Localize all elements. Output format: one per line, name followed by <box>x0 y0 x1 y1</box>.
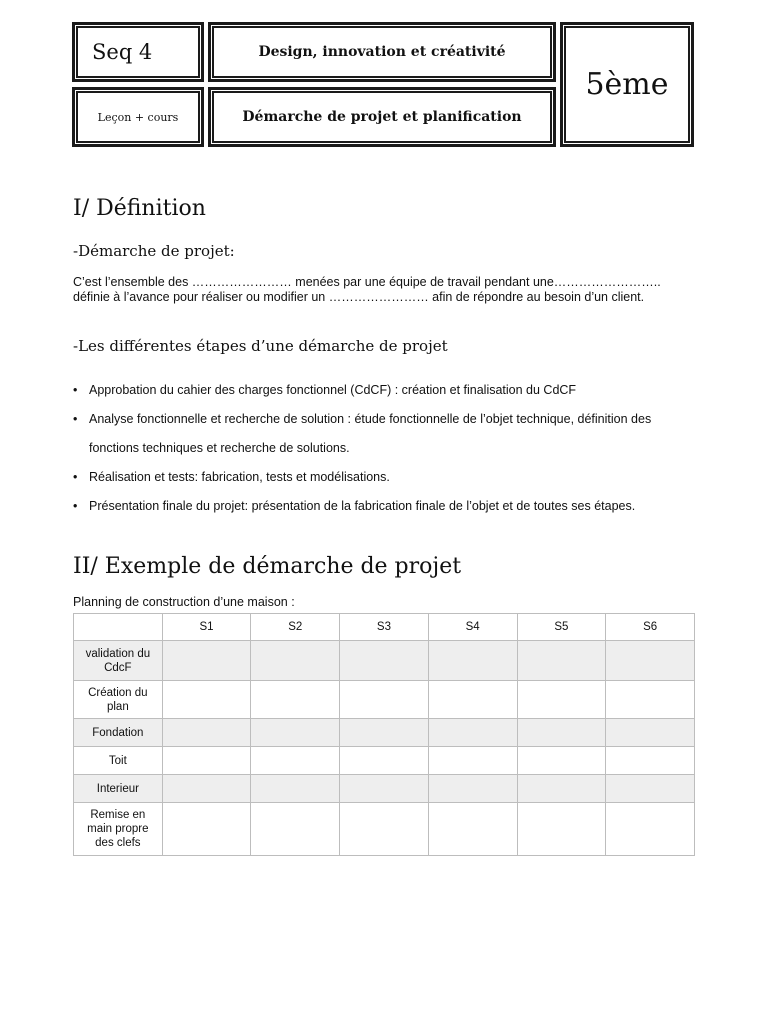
table-cell <box>251 719 340 747</box>
table-row <box>74 719 695 747</box>
table-cell <box>517 747 606 775</box>
table-cell <box>428 747 517 775</box>
table-cell <box>162 641 251 681</box>
table-cell <box>606 641 695 681</box>
table-row <box>74 803 695 856</box>
table-cell <box>428 681 517 719</box>
row-label: Création du plan <box>74 681 163 719</box>
row-label: Interieur <box>74 775 163 803</box>
type-box <box>72 87 204 147</box>
table-cell <box>162 803 251 856</box>
definition-paragraph: C’est l’ensemble des …………………… menées par une équipe de travail pendant une…………………….. définie à l’avance pour réaliser ou modifier un …………………… afin de répondre au besoin d’un client. <box>73 275 661 304</box>
theme-box <box>208 22 556 82</box>
row-label: Remise en main propre des clefs <box>74 803 163 856</box>
sequence-label: Seq 4 <box>92 40 153 64</box>
table-cell <box>606 719 695 747</box>
table-cell <box>517 803 606 856</box>
table-row <box>74 681 695 719</box>
table-cell <box>162 719 251 747</box>
table-caption: Planning de construction d’une maison : <box>73 595 295 609</box>
table-cell <box>428 775 517 803</box>
table-header-row <box>74 614 695 641</box>
row-label: Toit <box>74 747 163 775</box>
theme-label: Design, innovation et créativité <box>258 44 506 60</box>
steps-list <box>73 376 698 521</box>
table-cell <box>340 747 429 775</box>
table-cell <box>162 747 251 775</box>
table-cell <box>517 681 606 719</box>
table-cell <box>340 681 429 719</box>
table-cell <box>251 641 340 681</box>
table-header-cell: S1 <box>162 614 251 641</box>
table-cell <box>340 641 429 681</box>
list-item: • Réalisation et tests: fabrication, tests et modélisations. <box>73 463 698 492</box>
table-row <box>74 641 695 681</box>
level-label: 5ème <box>585 67 669 102</box>
table-row <box>74 747 695 775</box>
table-cell <box>251 747 340 775</box>
steps-title: -Les différentes étapes d’une démarche de projet <box>73 337 448 355</box>
table-cell <box>606 775 695 803</box>
table-cell <box>606 681 695 719</box>
section1-title: I/ Définition <box>73 196 206 221</box>
table-header-cell: S4 <box>428 614 517 641</box>
list-item: • Approbation du cahier des charges fonctionnel (CdCF) : création et finalisation du CdCF <box>73 376 698 405</box>
row-label: validation du CdcF <box>74 641 163 681</box>
table-cell <box>251 681 340 719</box>
planning-table <box>73 613 695 856</box>
table-cell <box>606 803 695 856</box>
table-cell <box>162 681 251 719</box>
row-label: Fondation <box>74 719 163 747</box>
table-header-cell: S5 <box>517 614 606 641</box>
table-header-cell: S6 <box>606 614 695 641</box>
table-header-cell: S2 <box>251 614 340 641</box>
table-cell <box>340 803 429 856</box>
list-item: • Analyse fonctionnelle et recherche de solution : étude fonctionnelle de l’objet technique, définition des fonctions techniques et recherche de solutions. <box>73 405 698 463</box>
table-cell <box>340 719 429 747</box>
sequence-box <box>72 22 204 82</box>
table-cell <box>428 641 517 681</box>
type-label: Leçon + cours <box>97 110 179 124</box>
table-cell <box>251 803 340 856</box>
table-cell <box>517 641 606 681</box>
list-item: • Présentation finale du projet: présentation de la fabrication finale de l’objet et de toutes ses étapes. <box>73 492 698 521</box>
table-cell <box>517 719 606 747</box>
level-box <box>560 22 694 147</box>
section2-title: II/ Exemple de démarche de projet <box>73 554 462 579</box>
table-cell <box>606 747 695 775</box>
table-cell <box>162 775 251 803</box>
section1-subtitle: -Démarche de projet: <box>73 242 235 260</box>
table-cell <box>340 775 429 803</box>
table-row <box>74 775 695 803</box>
topic-box <box>208 87 556 147</box>
table-cell <box>428 803 517 856</box>
table-header-cell <box>74 614 163 641</box>
table-cell <box>251 775 340 803</box>
topic-label: Démarche de projet et planification <box>242 109 522 125</box>
table-cell <box>517 775 606 803</box>
table-header-cell: S3 <box>340 614 429 641</box>
table-cell <box>428 719 517 747</box>
